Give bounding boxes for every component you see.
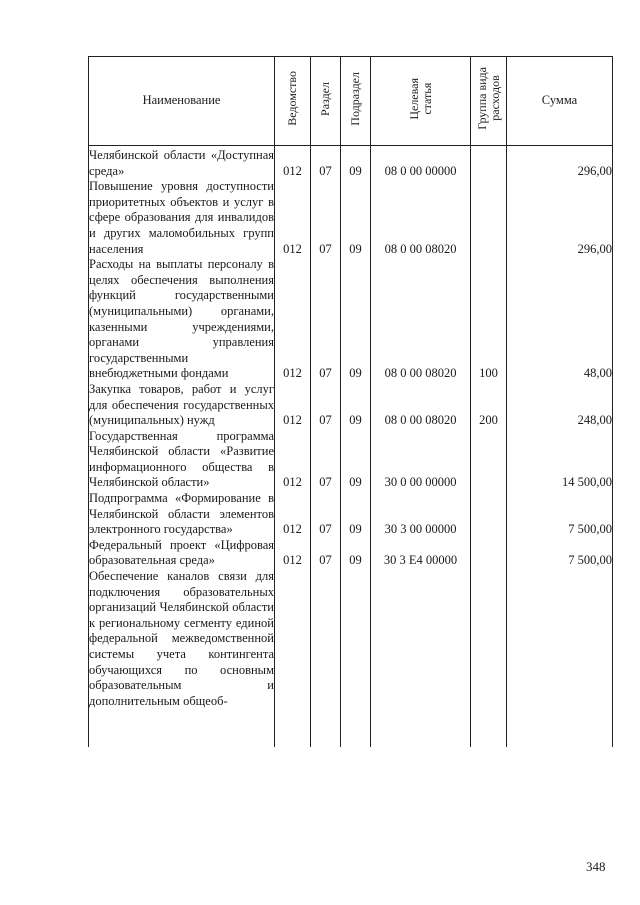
cell-podrazdel: 09 xyxy=(341,429,371,491)
cell-celevaya: 08 0 00 08020 xyxy=(371,257,471,382)
header-vedomstvo xyxy=(275,57,311,146)
cell-gruppa xyxy=(471,146,507,180)
header-podrazdel-label: Подраздел xyxy=(348,71,362,126)
cell-razdel: 07 xyxy=(311,429,341,491)
table-row xyxy=(89,146,613,180)
cell-gruppa xyxy=(471,491,507,538)
cell-ved: 012 xyxy=(275,257,311,382)
header-name: Наименование xyxy=(89,57,275,146)
header-summa: Сумма xyxy=(507,57,613,146)
cell-summa xyxy=(507,569,613,747)
header-gruppa xyxy=(471,57,507,146)
cell-summa: 14 500,00 xyxy=(507,429,613,491)
table-row xyxy=(89,538,613,569)
cell-celevaya: 30 0 00 00000 xyxy=(371,429,471,491)
cell-summa: 248,00 xyxy=(507,382,613,429)
cell-celevaya: 08 0 00 00000 xyxy=(371,146,471,180)
cell-gruppa xyxy=(471,179,507,257)
cell-summa: 48,00 xyxy=(507,257,613,382)
budget-table xyxy=(88,56,613,747)
cell-gruppa: 200 xyxy=(471,382,507,429)
table-row xyxy=(89,491,613,538)
header-celevaya-line1: Целевая xyxy=(406,77,421,120)
cell-name: Расходы на выплаты персоналу в целях обеспечения выполнения функций государственными (муниципальными) органами, казенными учреждениями, органами управления государственными внебюджетными фондами xyxy=(89,257,274,381)
header-celevaya-label xyxy=(408,78,434,120)
cell-podrazdel: 09 xyxy=(341,257,371,382)
cell-name: Обеспечение каналов связи для подключения образовательных организаций Челябинской области к региональному сегменту единой федеральной межведомственной системы учета контингента обучающихся по основным образовательным и дополнительным общеоб- xyxy=(89,569,275,747)
header-celevaya xyxy=(371,57,471,146)
cell-ved: 012 xyxy=(275,491,311,538)
cell-name: Государственная программа Челябинской области «Развитие информационного общества в Челябинской области» xyxy=(89,428,274,490)
cell-gruppa xyxy=(471,429,507,491)
header-podrazdel xyxy=(341,57,371,146)
cell-name: Повышение уровня доступности приоритетных объектов и услуг в сфере образования для инвалидов и других маломобильных групп населения xyxy=(89,179,274,256)
cell-celevaya: 30 3 00 00000 xyxy=(371,491,471,538)
cell-ved: 012 xyxy=(275,538,311,569)
cell-name: Челябинской области «Доступная среда» xyxy=(89,146,275,180)
header-vedomstvo-label: Ведомство xyxy=(285,71,299,127)
table-row xyxy=(89,382,613,429)
cell-podrazdel: 09 xyxy=(341,146,371,180)
table-header-row xyxy=(89,57,613,146)
header-gruppa-line1: Группа вида xyxy=(474,67,489,131)
cell-celevaya: 08 0 00 08020 xyxy=(371,382,471,429)
cell-razdel: 07 xyxy=(311,538,341,569)
header-razdel-label: Раздел xyxy=(318,81,332,116)
cell-summa: 296,00 xyxy=(507,179,613,257)
header-razdel xyxy=(311,57,341,146)
cell-podrazdel: 09 xyxy=(341,382,371,429)
cell-razdel: 07 xyxy=(311,257,341,382)
header-gruppa-line2: расходов xyxy=(487,75,502,122)
cell-podrazdel xyxy=(341,569,371,747)
cell-celevaya: 08 0 00 08020 xyxy=(371,179,471,257)
page-number: 348 xyxy=(586,859,606,874)
table-row xyxy=(89,429,613,491)
cell-ved xyxy=(275,569,311,747)
cell-ved: 012 xyxy=(275,179,311,257)
table-row xyxy=(89,257,613,382)
cell-name: Закупка товаров, работ и услуг для обеспечения государственных (муниципальных) нужд xyxy=(89,381,274,428)
table-row xyxy=(89,179,613,257)
cell-ved: 012 xyxy=(275,146,311,180)
cell-razdel: 07 xyxy=(311,179,341,257)
cell-razdel: 07 xyxy=(311,491,341,538)
cell-razdel xyxy=(311,569,341,747)
cell-celevaya xyxy=(371,569,471,747)
cell-gruppa xyxy=(471,538,507,569)
cell-summa: 7 500,00 xyxy=(507,538,613,569)
cell-name: Подпрограмма «Формирование в Челябинской области элементов электронного государства» xyxy=(89,491,274,537)
table-row xyxy=(89,569,613,747)
cell-summa: 296,00 xyxy=(507,146,613,180)
cell-podrazdel: 09 xyxy=(341,179,371,257)
cell-ved: 012 xyxy=(275,382,311,429)
cell-name: Федеральный проект «Цифровая образовательная среда» xyxy=(89,537,274,568)
cell-razdel: 07 xyxy=(311,382,341,429)
cell-gruppa: 100 xyxy=(471,257,507,382)
cell-summa: 7 500,00 xyxy=(507,491,613,538)
header-gruppa-label xyxy=(476,67,502,130)
cell-podrazdel: 09 xyxy=(341,538,371,569)
cell-razdel: 07 xyxy=(311,146,341,180)
cell-ved: 012 xyxy=(275,429,311,491)
header-celevaya-line2: статья xyxy=(419,82,434,115)
cell-celevaya: 30 3 E4 00000 xyxy=(371,538,471,569)
cell-podrazdel: 09 xyxy=(341,491,371,538)
cell-gruppa xyxy=(471,569,507,747)
